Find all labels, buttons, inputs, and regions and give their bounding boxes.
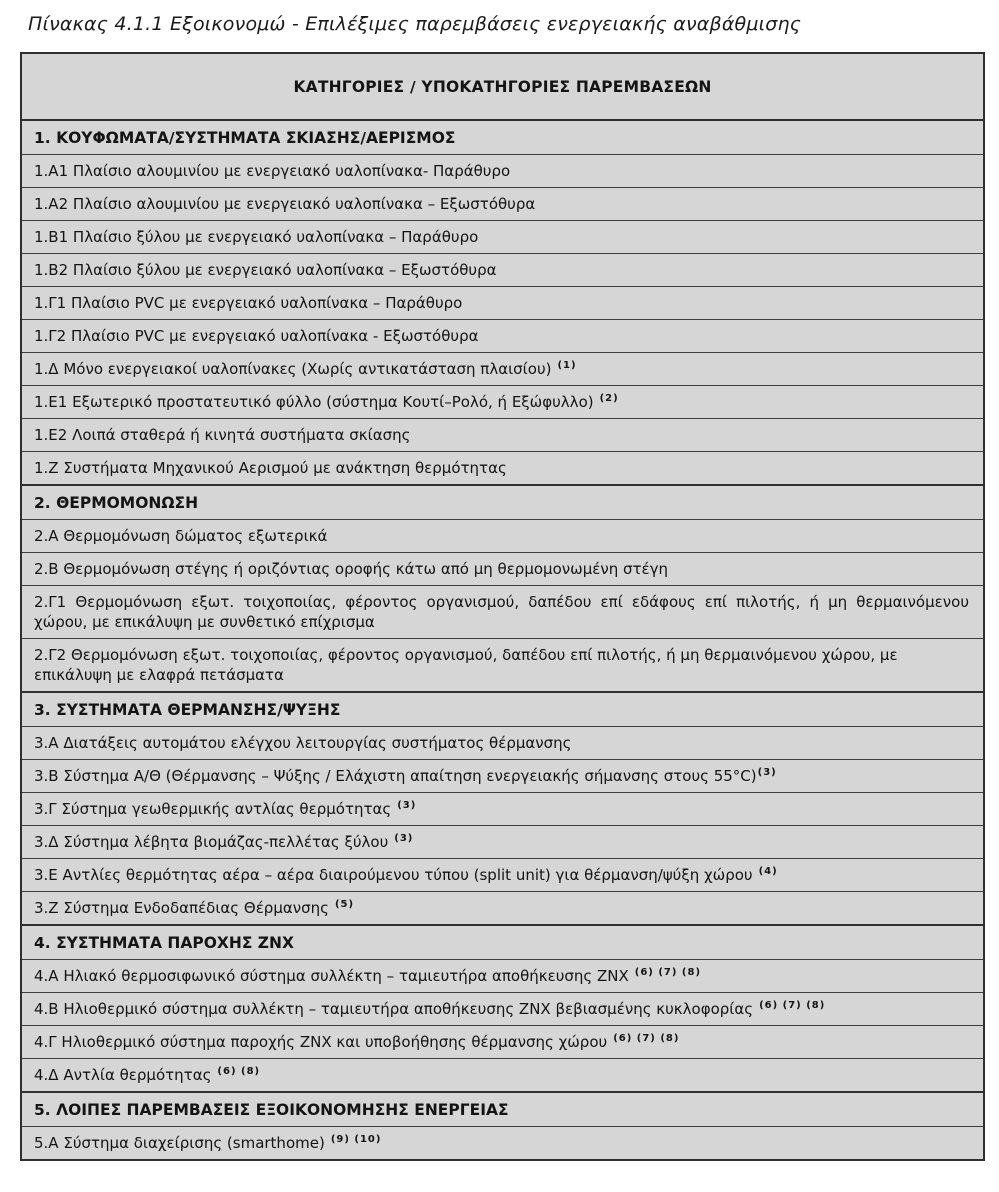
- table-row: [22, 220, 983, 253]
- row-text: 2.Γ1 Θερμομόνωση εξωτ. τοιχοποιίας, φέροντος οργανισμού, δαπέδου επί εδάφους επί πιλοτής, ή μη θερμαινόμενου χώρου, με επικάλυψη με συνθετικό επίχρισμα: [34, 593, 969, 631]
- footnote-ref: (3): [397, 800, 417, 811]
- row-text: 3.Ε Αντλίες θερμότητας αέρα – αέρα διαιρούμενου τύπου (split unit) για θέρμανση/ψύξη χώρου: [34, 866, 753, 884]
- row-text: 1.Γ2 Πλαίσιο PVC με ενεργειακό υαλοπίνακα - Εξωστόθυρα: [34, 327, 479, 345]
- table-header: ΚΑΤΗΓΟΡΙΕΣ / ΥΠΟΚΑΤΗΓΟΡΙΕΣ ΠΑΡΕΜΒΑΣΕΩΝ: [22, 54, 983, 121]
- table-row: [22, 286, 983, 319]
- table-row: [22, 792, 983, 825]
- footnote-ref: (6) (7) (8): [634, 967, 702, 978]
- table-row: [22, 552, 983, 585]
- footnote-ref: (1): [557, 360, 577, 371]
- document-page: [0, 13, 999, 1161]
- table-row: [22, 726, 983, 759]
- row-text: 4.Γ Ηλιοθερμικό σύστημα παροχής ΖΝΧ και υποβοήθησης θέρμανσης χώρου: [34, 1033, 608, 1051]
- table-row: [22, 187, 983, 220]
- table-body: [22, 121, 983, 1159]
- footnote-ref: (9) (10): [330, 1134, 382, 1145]
- row-text: 4. ΣΥΣΤΗΜΑΤΑ ΠΑΡΟΧΗΣ ΖΝΧ: [34, 934, 294, 952]
- row-text: 4.Δ Αντλία θερμότητας: [34, 1066, 212, 1084]
- row-text: 3.Ζ Σύστημα Ενδοδαπέδιας Θέρμανσης: [34, 899, 329, 917]
- row-text: 1.Α2 Πλαίσιο αλουμινίου με ενεργειακό υαλοπίνακα – Εξωστόθυρα: [34, 195, 536, 213]
- table-row: [22, 451, 983, 484]
- row-text: 1.Ζ Συστήματα Μηχανικού Αερισμού με ανάκτηση θερμότητας: [34, 459, 507, 477]
- table-row: [22, 638, 983, 691]
- row-text: 1. ΚΟΥΦΩΜΑΤΑ/ΣΥΣΤΗΜΑΤΑ ΣΚΙΑΣΗΣ/ΑΕΡΙΣΜΟΣ: [34, 129, 456, 147]
- row-text: 3. ΣΥΣΤΗΜΑΤΑ ΘΕΡΜΑΝΣΗΣ/ΨΥΞΗΣ: [34, 701, 341, 719]
- table-row: [22, 1058, 983, 1091]
- footnote-ref: (6) (8): [217, 1066, 261, 1077]
- table-row: [22, 385, 983, 418]
- footnote-ref: (3): [757, 767, 777, 778]
- row-text: 3.Δ Σύστημα λέβητα βιομάζας-πελλέτας ξύλου: [34, 833, 389, 851]
- row-text: 3.Β Σύστημα Α/Θ (Θέρμανσης – Ψύξης / Ελάχιστη απαίτηση ενεργειακής σήμανσης στους 55°C): [34, 767, 757, 785]
- row-text: 4.Β Ηλιοθερμικό σύστημα συλλέκτη – ταμιευτήρα αποθήκευσης ΖΝΧ βεβιασμένης κυκλοφορίας: [34, 1000, 754, 1018]
- row-text: 1.Α1 Πλαίσιο αλουμινίου με ενεργειακό υαλοπίνακα- Παράθυρο: [34, 162, 511, 180]
- table-row: [22, 959, 983, 992]
- table-row: [22, 352, 983, 385]
- footnote-ref: (3): [394, 833, 414, 844]
- section-row: [22, 484, 983, 519]
- table-row: [22, 1025, 983, 1058]
- table-row: [22, 418, 983, 451]
- row-text: 5. ΛΟΙΠΕΣ ΠΑΡΕΜΒΑΣΕΙΣ ΕΞΟΙΚΟΝΟΜΗΣΗΣ ΕΝΕΡΓΕΙΑΣ: [34, 1101, 509, 1119]
- row-text: 5.Α Σύστημα διαχείρισης (smarthome): [34, 1134, 325, 1152]
- row-text: 1.Β1 Πλαίσιο ξύλου με ενεργειακό υαλοπίνακα – Παράθυρο: [34, 228, 479, 246]
- row-text: 2.Β Θερμομόνωση στέγης ή οριζόντιας οροφής κάτω από μη θερμομονωμένη στέγη: [34, 560, 669, 578]
- table-row: [22, 858, 983, 891]
- interventions-table: [20, 52, 985, 1161]
- table-row: [22, 253, 983, 286]
- row-text: 1.Δ Μόνο ενεργειακοί υαλοπίνακες (Χωρίς αντικατάσταση πλαισίου): [34, 360, 552, 378]
- table-row: [22, 825, 983, 858]
- row-text: 1.Γ1 Πλαίσιο PVC με ενεργειακό υαλοπίνακα – Παράθυρο: [34, 294, 463, 312]
- section-row: [22, 121, 983, 154]
- section-row: [22, 691, 983, 726]
- table-row: [22, 1126, 983, 1159]
- row-text: 3.Α Διατάξεις αυτομάτου ελέγχου λειτουργίας συστήματος θέρμανσης: [34, 734, 572, 752]
- table-row: [22, 891, 983, 924]
- row-text: 4.Α Ηλιακό θερμοσιφωνικό σύστημα συλλέκτη – ταμιευτήρα αποθήκευσης ΖΝΧ: [34, 967, 629, 985]
- table-row: [22, 759, 983, 792]
- row-text: 3.Γ Σύστημα γεωθερμικής αντλίας θερμότητας: [34, 800, 392, 818]
- footnote-ref: (4): [758, 866, 778, 877]
- section-row: [22, 1091, 983, 1126]
- row-text: 1.Β2 Πλαίσιο ξύλου με ενεργειακό υαλοπίνακα – Εξωστόθυρα: [34, 261, 497, 279]
- table-row: [22, 319, 983, 352]
- footnote-ref: (6) (7) (8): [613, 1033, 680, 1044]
- table-row: [22, 992, 983, 1025]
- row-text: 1.Ε1 Εξωτερικό προστατευτικό φύλλο (σύστημα Κουτί–Ρολό, ή Εξώφυλλο): [34, 393, 594, 411]
- row-text: 2.Α Θερμομόνωση δώματος εξωτερικά: [34, 527, 328, 545]
- table-row: [22, 519, 983, 552]
- row-text: 1.Ε2 Λοιπά σταθερά ή κινητά συστήματα σκίασης: [34, 426, 411, 444]
- footnote-ref: (2): [599, 393, 619, 404]
- table-row: [22, 585, 983, 638]
- section-row: [22, 924, 983, 959]
- table-row: [22, 154, 983, 187]
- footnote-ref: (5): [334, 899, 355, 910]
- footnote-ref: (6) (7) (8): [759, 1000, 826, 1011]
- row-text: 2.Γ2 Θερμομόνωση εξωτ. τοιχοποιίας, φέροντος οργανισμού, δαπέδου επί πιλοτής, ή μη θερμαινόμενου χώρου, με επικάλυψη με ελαφρά πετάσματα: [34, 646, 898, 684]
- row-text: 2. ΘΕΡΜΟΜΟΝΩΣΗ: [34, 494, 199, 512]
- page-title: Πίνακας 4.1.1 Εξοικονομώ - Επιλέξιμες παρεμβάσεις ενεργειακής αναβάθμισης: [28, 13, 802, 35]
